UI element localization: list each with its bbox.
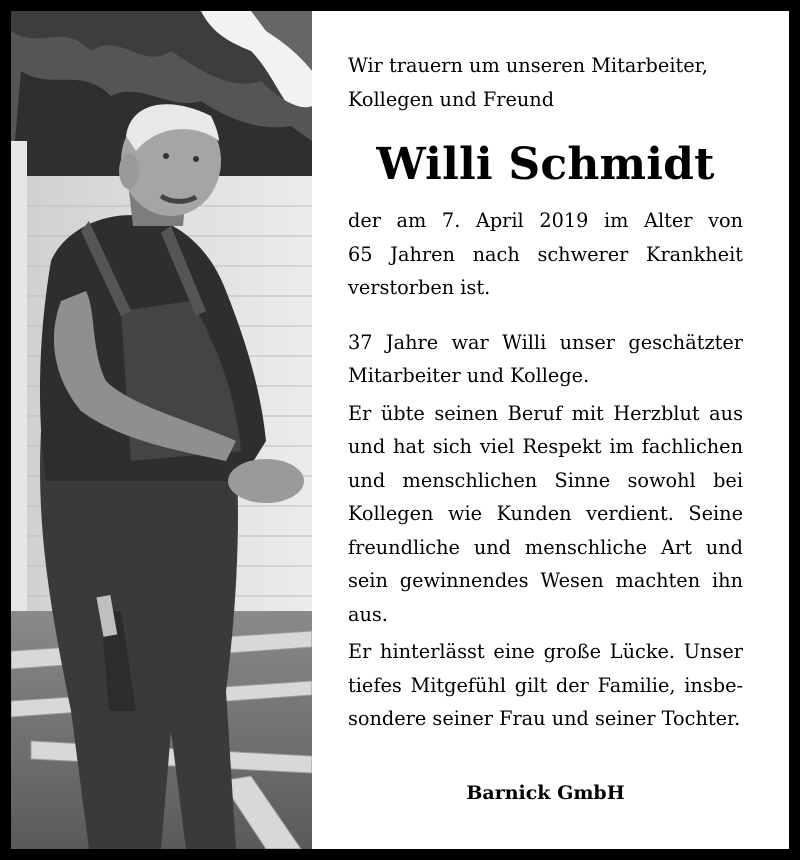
loss-line-2: tiefes Mitgefühl gilt der Familie, insbe-: [348, 673, 743, 697]
intro-line-2: Kollegen und Freund: [348, 87, 555, 111]
tenure-line-2: Mitarbeiter und Kollege.: [348, 364, 590, 387]
character-line-1: Er übte seinen Beruf mit Herzblut aus: [348, 401, 743, 425]
character-line-7: aus.: [348, 602, 388, 626]
signature: Barnick GmbH: [466, 781, 625, 804]
tenure-line-1: 37 Jahre war Willi unser geschätzter: [348, 330, 743, 354]
character-line-4: Kollegen wie Kunden verdient. Seine: [348, 502, 743, 525]
portrait-photo: [11, 11, 312, 849]
intro-line-1: Wir trauern um unseren Mitarbeiter,: [348, 54, 708, 77]
deceased-name: Willi Schmidt: [376, 139, 715, 190]
loss-line-3: sondere seiner Frau und seiner Tochter.: [348, 707, 741, 730]
character-line-2: und hat sich viel Respekt im fachlichen: [348, 435, 743, 458]
death-line-3: verstorben ist.: [348, 276, 491, 299]
character-line-6: sein gewinnendes Wesen machten ihn: [348, 569, 743, 592]
loss-line-1: Er hinterlässt eine große Lücke. Unser: [348, 640, 743, 663]
character-line-3: und menschlichen Sinne sowohl bei: [348, 468, 743, 492]
character-line-5: freundliche und menschliche Art und: [348, 535, 743, 559]
obituary-text: [348, 49, 743, 810]
death-line-1: der am 7. April 2019 im Alter von: [348, 209, 743, 232]
death-line-2: 65 Jahren nach schwerer Krankheit: [348, 242, 743, 266]
